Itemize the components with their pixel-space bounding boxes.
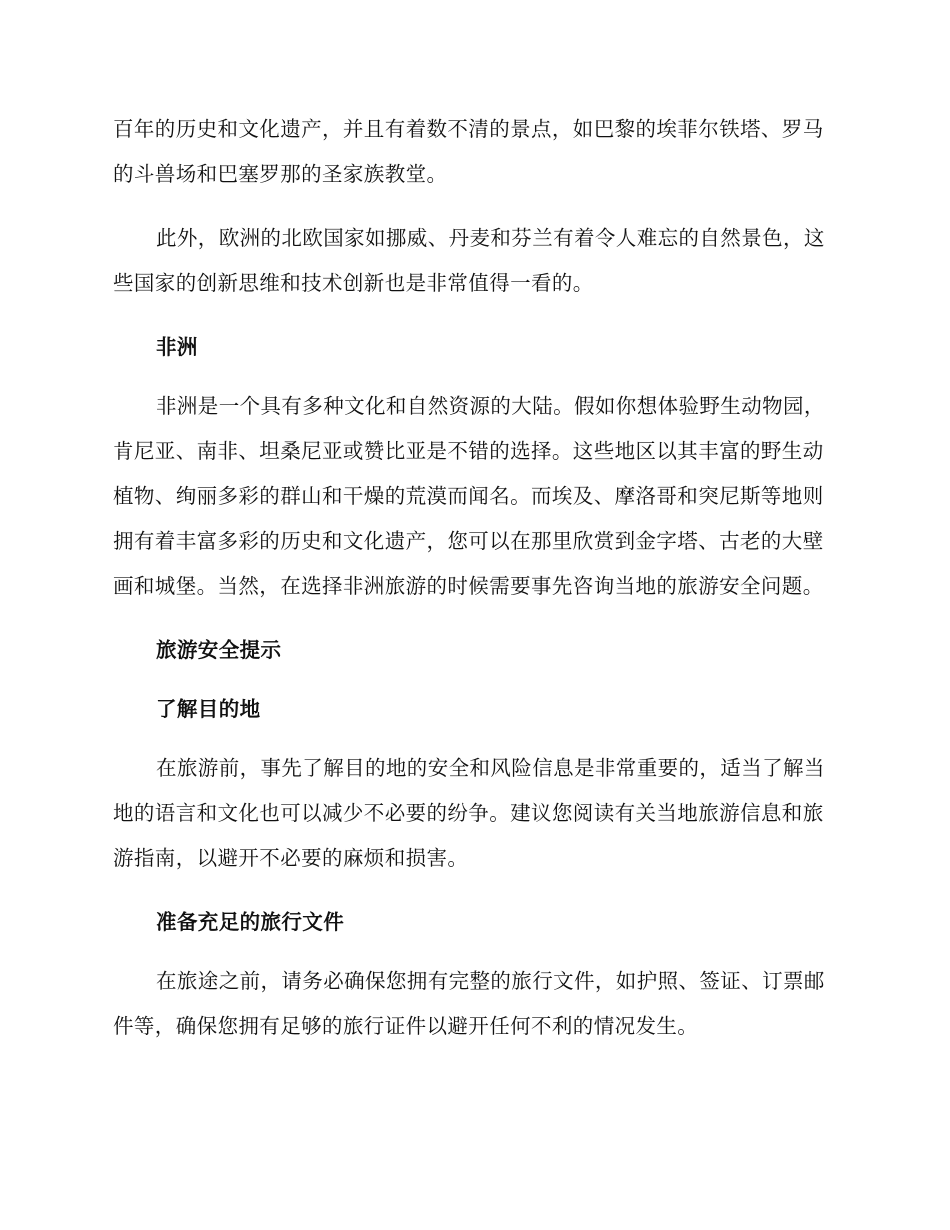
travel-safety-heading: 旅游安全提示 <box>156 638 282 662</box>
africa-heading: 非洲 <box>156 335 198 359</box>
travel-documents-paragraph: 在旅途之前，请务必确保您拥有完整的旅行文件，如护照、签证、订票邮件等，确保您拥有足够的旅行证件以避开任何不利的情况发生。 <box>113 969 825 1038</box>
know-destination-paragraph: 在旅游前，事先了解目的地的安全和风险信息是非常重要的，适当了解当地的语言和文化也可以减少不必要的纷争。建议您阅读有关当地旅游信息和旅游指南，以避开不必要的麻烦和损害。 <box>113 756 825 870</box>
europe-continued-paragraph: 百年的历史和文化遗产，并且有着数不清的景点，如巴黎的埃菲尔铁塔、罗马的斗兽场和巴塞罗那的圣家族教堂。 <box>113 117 824 186</box>
africa-paragraph: 非洲是一个具有多种文化和自然资源的大陆。假如你想体验野生动物园，肯尼亚、南非、坦桑尼亚或赞比亚是不错的选择。这些地区以其丰富的野生动植物、绚丽多彩的群山和干燥的荒漠而闻名。而埃及、摩洛哥和突尼斯等地则拥有着丰富多彩的历史和文化遗产，您可以在那里欣赏到金字塔、古老的大壁画和城堡。当然，在选择非洲旅游的时候需要事先咨询当地的旅游安全问题。 <box>113 394 825 598</box>
document-page <box>113 107 831 1068</box>
travel-documents-heading: 准备充足的旅行文件 <box>156 910 345 934</box>
northern-europe-paragraph: 此外，欧洲的北欧国家如挪威、丹麦和芬兰有着令人难忘的自然景色，这些国家的创新思维和技术创新也是非常值得一看的。 <box>113 226 825 295</box>
know-destination-heading: 了解目的地 <box>156 697 261 721</box>
